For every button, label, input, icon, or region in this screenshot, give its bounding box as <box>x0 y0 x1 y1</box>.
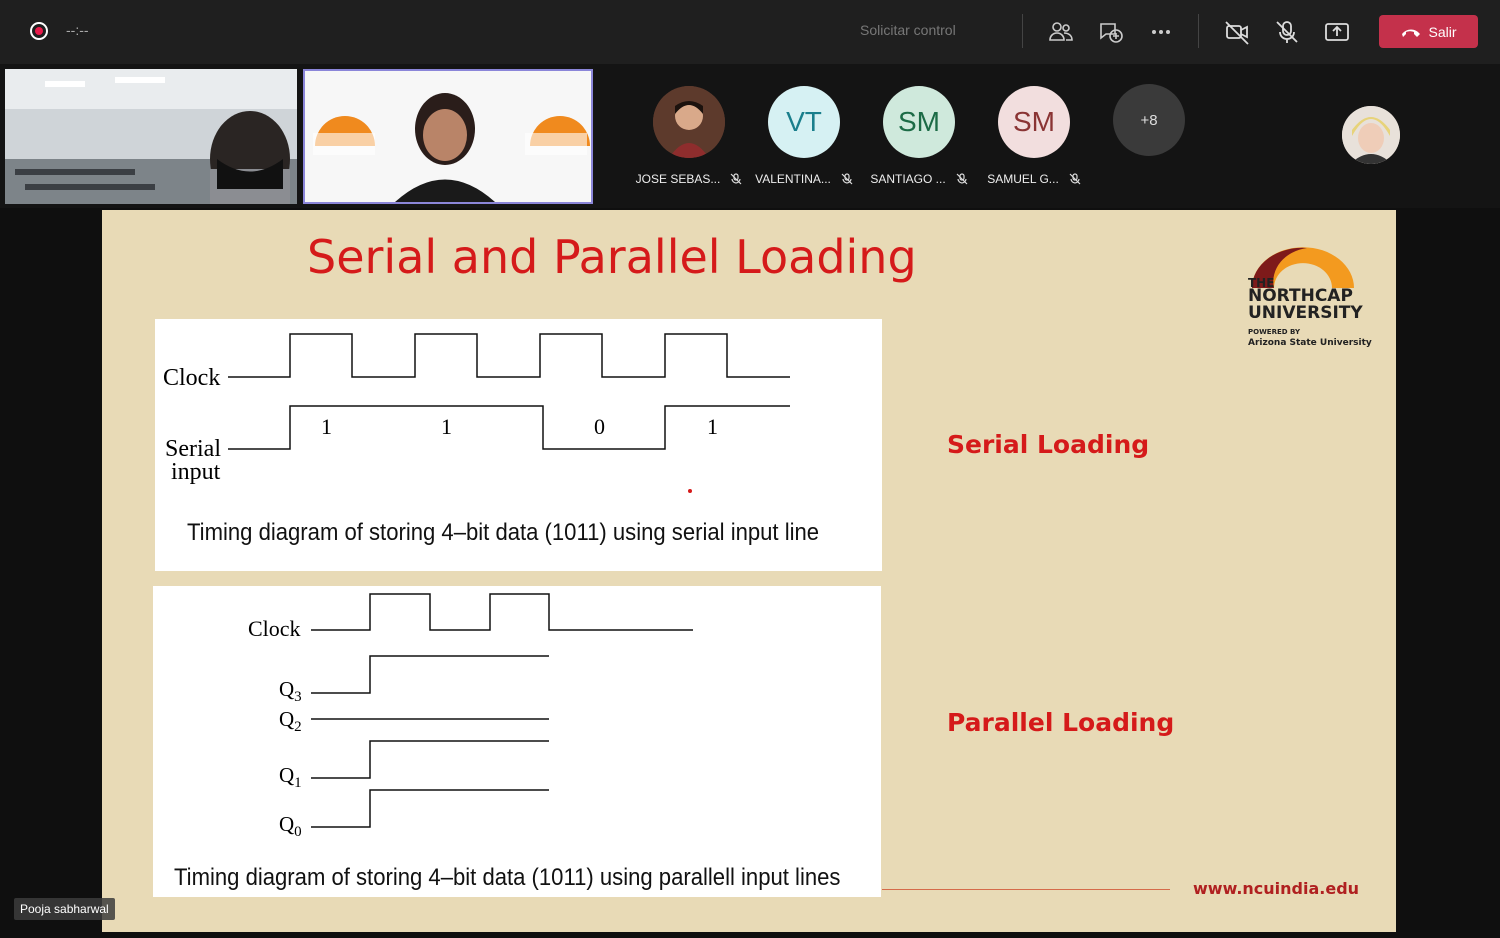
serial-input-waveform <box>228 406 790 449</box>
participant-samuel[interactable] <box>979 86 1089 186</box>
clock-waveform <box>228 334 790 377</box>
q3-label: $Q_3$ <box>279 677 302 705</box>
shared-slide <box>102 210 1396 932</box>
bit-label: 0 <box>594 414 605 439</box>
avatar: SM <box>883 86 955 158</box>
participant-name: VALENTINA... <box>755 172 831 186</box>
bit-label: 1 <box>321 414 332 439</box>
share-screen-icon[interactable] <box>1323 18 1351 46</box>
mic-off-icon <box>730 173 742 185</box>
more-participants-button[interactable] <box>1094 84 1204 156</box>
q1-label: $Q_1$ <box>279 763 302 791</box>
meeting-toolbar <box>0 0 1500 64</box>
phone-hangup-icon <box>1400 25 1422 39</box>
video-strip <box>0 64 1500 208</box>
participant-jose[interactable] <box>634 86 744 186</box>
bit-label: 1 <box>707 414 718 439</box>
serial-caption: Timing diagram of storing 4–bit data (1011) using serial input line <box>187 519 820 546</box>
parallel-waveforms <box>153 586 881 846</box>
overflow-count: +8 <box>1113 84 1185 156</box>
clock-label: Clock <box>248 616 301 641</box>
avatar: VT <box>768 86 840 158</box>
recording-icon <box>30 22 48 40</box>
q0-waveform <box>311 790 549 827</box>
q3-waveform <box>311 656 549 693</box>
logo-text: NORTHCAP UNIVERSITY <box>1248 286 1363 323</box>
mic-off-icon <box>841 173 853 185</box>
avatar <box>653 86 725 158</box>
serial-timing-diagram <box>155 319 882 571</box>
parallel-caption: Timing diagram of storing 4–bit data (1011) using parallell input lines <box>174 864 841 891</box>
serial-label: Serial <box>165 436 221 462</box>
avatar: SM <box>998 86 1070 158</box>
presenter-video <box>305 71 591 202</box>
logo-text: THE <box>1248 276 1275 290</box>
leave-button[interactable] <box>1379 15 1478 48</box>
q0-label: $Q_0$ <box>279 812 302 840</box>
input-label: input <box>171 459 221 485</box>
footer-url: www.ncuindia.edu <box>1193 879 1360 898</box>
chat-icon[interactable] <box>1097 18 1125 46</box>
slide-title: Serial and Parallel Loading <box>307 230 917 284</box>
clock-label: Clock <box>163 365 221 391</box>
presenter-name-tag: Pooja sabharwal <box>14 898 115 920</box>
mic-off-icon <box>956 173 968 185</box>
meeting-timer: --:-- <box>66 22 89 38</box>
classroom-video <box>5 69 297 204</box>
q2-label: $Q_2$ <box>279 707 302 735</box>
parallel-loading-label: Parallel Loading <box>947 708 1175 737</box>
toolbar-divider <box>1022 14 1023 48</box>
participant-santiago[interactable] <box>864 86 974 186</box>
serial-waveforms <box>155 319 882 519</box>
participant-name: JOSE SEBAS... <box>635 172 721 186</box>
participants-icon[interactable] <box>1047 18 1075 46</box>
microphone-off-icon[interactable] <box>1273 18 1301 46</box>
clock-waveform <box>311 594 693 630</box>
participant-valentina[interactable] <box>749 86 859 186</box>
logo-text: POWERED BY <box>1248 328 1301 336</box>
q1-waveform <box>311 741 549 778</box>
video-tile-presenter[interactable] <box>303 69 593 204</box>
request-control-button[interactable]: Solicitar control <box>860 22 956 38</box>
bit-label: 1 <box>441 414 452 439</box>
logo-text: Arizona State University <box>1248 338 1372 348</box>
parallel-timing-diagram <box>153 586 881 897</box>
more-options-icon[interactable] <box>1147 18 1175 46</box>
serial-loading-label: Serial Loading <box>947 430 1150 459</box>
self-avatar[interactable] <box>1342 106 1400 164</box>
footer-divider <box>882 889 1170 890</box>
video-tile-classroom[interactable] <box>5 69 297 204</box>
laser-pointer-dot <box>688 489 692 493</box>
participant-name: SAMUEL G... <box>987 172 1059 186</box>
leave-button-label: Salir <box>1428 23 1457 40</box>
participant-name: SANTIAGO ... <box>870 172 946 186</box>
mic-off-icon <box>1069 173 1081 185</box>
toolbar-divider <box>1198 14 1199 48</box>
camera-off-icon[interactable] <box>1223 18 1251 46</box>
